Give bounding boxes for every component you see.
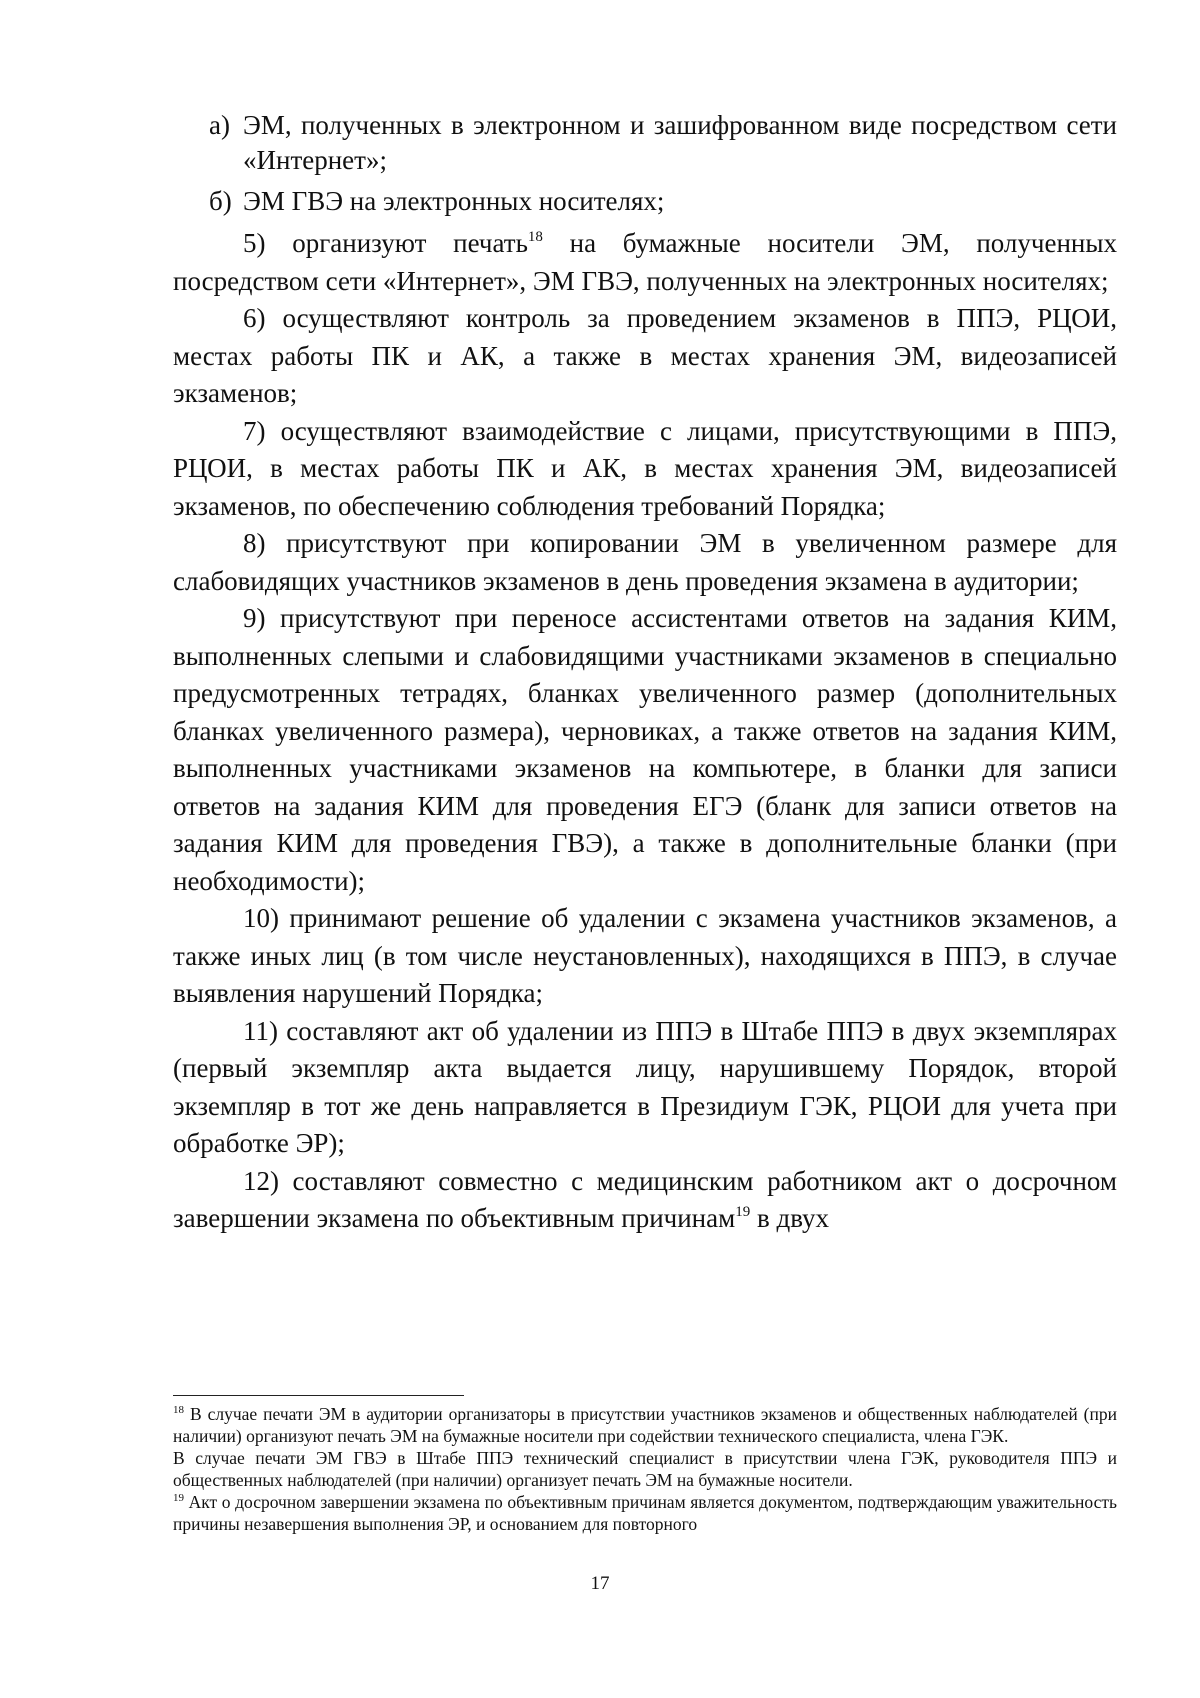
subitem-b-marker: б) (209, 186, 232, 216)
footnotes (173, 1403, 1117, 1535)
footnote-19 (173, 1491, 1117, 1535)
paragraph-7: 7) осуществляют взаимодействие с лицами, присутствующими в ППЭ, РЦОИ, в местах работы ПК и АК, в местах хранения ЭМ, видеозаписей экзаменов, по обеспечению соблюдения требований Порядка; (173, 415, 1117, 521)
footnote-19-text: Акт о досрочном завершении экзамена по объективным причинам является документом, подтверждающим уважительность причины незавершения выполнения ЭР, и основанием для повторного (173, 1492, 1117, 1534)
subitem-a (173, 108, 1117, 178)
footnote-separator (173, 1395, 464, 1396)
subitem-b (173, 184, 1117, 219)
footnote-ref-18[interactable]: 18 (527, 228, 543, 245)
paragraph-12 (173, 1163, 1117, 1238)
footnote-18-continuation: В случае печати ЭМ ГВЭ в Штабе ППЭ технический специалист в присутствии члена ГЭК, руководителя ППЭ и общественных наблюдателей (при наличии) организует печать ЭМ на бумажные носители. (173, 1448, 1117, 1490)
paragraph-10: 10) принимают решение об удалении с экзамена участников экзаменов, а также иных лиц (в том числе неустановленных), находящихся в ППЭ, в случае выявления нарушений Порядка; (173, 903, 1117, 1008)
paragraph-12-text-start: 12) составляют совместно с медицинским работником акт о досрочном завершении экзамена по объективным причинам (173, 1165, 1117, 1233)
paragraph-9: 9) присутствуют при переносе ассистентами ответов на задания КИМ, выполненных слепыми и слабовидящими участниками экзаменов в специально предусмотренных тетрадях, бланках увеличенного размер (дополнительных бланках увеличенного размера), черновиках, а также ответов на задания КИМ, выполненных участниками экзаменов на компьютере, в бланки для записи ответов на задания КИМ для проведения ЕГЭ (бланк для записи ответов на задания КИМ для проведения ГВЭ), а также в дополнительные бланки (при необходимости); (173, 603, 1117, 896)
footnote-ref-19[interactable]: 19 (735, 1203, 751, 1220)
paragraph-5-text-end: на бумажные носители ЭМ, полученных посредством сети «Интернет», ЭМ ГВЭ, полученных на электронных носителях; (173, 228, 1117, 296)
subitem-b-text: ЭМ ГВЭ на электронных носителях; (243, 186, 665, 216)
subitem-a-text: ЭМ, полученных в электронном и зашифрованном виде посредством сети «Интернет»; (243, 110, 1117, 175)
footnote-18-text: В случае печати ЭМ в аудитории организаторы в присутствии участников экзаменов и общественных наблюдателей (при наличии) организуют печать ЭМ на бумажные носители при содействии технического специалиста, члена ГЭК. (173, 1404, 1117, 1446)
page-number: 17 (590, 1573, 610, 1594)
document-body (173, 108, 1117, 1238)
paragraph-12-text-end: в двух (750, 1203, 830, 1233)
subitem-a-marker: а) (209, 110, 230, 140)
footnote-19-number: 19 (173, 1491, 184, 1504)
paragraph-6: 6) осуществляют контроль за проведением экзаменов в ППЭ, РЦОИ, местах работы ПК и АК, а также в местах хранения ЭМ, видеозаписей экзаменов; (173, 303, 1117, 408)
footnote-18-number: 18 (173, 1403, 184, 1416)
paragraph-8: 8) присутствуют при копировании ЭМ в увеличенном размере для слабовидящих участников экзаменов в день проведения экзамена в аудитории; (173, 528, 1117, 596)
paragraph-5 (173, 225, 1117, 300)
paragraph-5-text-start: 5) организуют печать (243, 228, 528, 258)
paragraph-11: 11) составляют акт об удалении из ППЭ в Штабе ППЭ в двух экземплярах (первый экземпляр акта выдается лицу, нарушившему Порядок, второй экземпляр в тот же день направляется в Президиум ГЭК, РЦОИ для учета при обработке ЭР); (173, 1015, 1117, 1158)
footnote-18 (173, 1403, 1117, 1447)
